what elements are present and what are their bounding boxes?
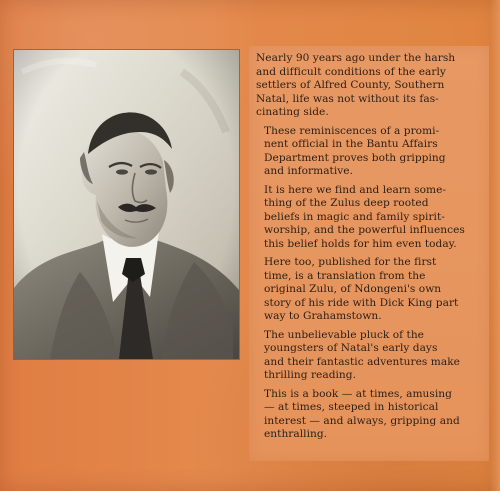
text-line: It is here we find and learn some- — [264, 183, 447, 196]
text-line: and difficult conditions of the early — [256, 65, 446, 78]
text-line: and informative. — [264, 165, 353, 177]
text-line: original Zulu, of Ndongeni's own — [264, 283, 442, 295]
paragraph-summary — [256, 388, 482, 442]
description-copy — [256, 52, 482, 447]
author-portrait — [14, 50, 239, 359]
paragraph-adventures — [256, 329, 482, 383]
portrait-illustration — [14, 50, 239, 359]
author-portrait-frame — [14, 50, 239, 359]
text-line: Department proves both gripping — [264, 151, 446, 164]
text-line: youngsters of Natal's early days — [264, 342, 438, 354]
text-line: nent official in the Bantu Affairs — [264, 138, 438, 150]
text-line: this belief holds for him even today. — [264, 237, 457, 250]
paragraph-history — [256, 52, 482, 120]
text-line: thrilling reading. — [264, 369, 356, 381]
text-line: interest — and always, gripping and — [264, 414, 460, 427]
text-line: Natal, life was not without its fas- — [256, 92, 439, 105]
page-edge-shadow — [490, 0, 500, 491]
text-line: worship, and the powerful influences — [264, 224, 465, 236]
text-line: time, is a translation from the — [264, 269, 426, 282]
text-line: way to Grahamstown. — [264, 310, 382, 322]
text-line: enthralling. — [264, 428, 328, 440]
text-line: The unbelievable pluck of the — [264, 328, 424, 341]
text-line: settlers of Alfred County, Southern — [256, 79, 445, 91]
paragraph-beliefs — [256, 184, 482, 252]
text-line: Here too, published for the first — [264, 256, 437, 268]
paragraph-translation — [256, 256, 482, 324]
text-line: beliefs in magic and family spirit- — [264, 210, 445, 223]
text-line: — at times, steeped in historical — [264, 401, 439, 413]
text-line: thing of the Zulus deep rooted — [264, 197, 429, 209]
text-line: story of his ride with Dick King part — [264, 296, 459, 309]
text-line: This is a book — at times, amusing — [264, 387, 452, 400]
description-panel — [249, 46, 489, 461]
paragraph-reminiscences — [256, 125, 482, 179]
text-line: Nearly 90 years ago under the harsh — [256, 52, 456, 64]
text-line: These reminiscences of a promi- — [264, 124, 440, 137]
text-line: and their fantastic adventures make — [264, 355, 460, 368]
text-line: cinating side. — [256, 106, 329, 118]
